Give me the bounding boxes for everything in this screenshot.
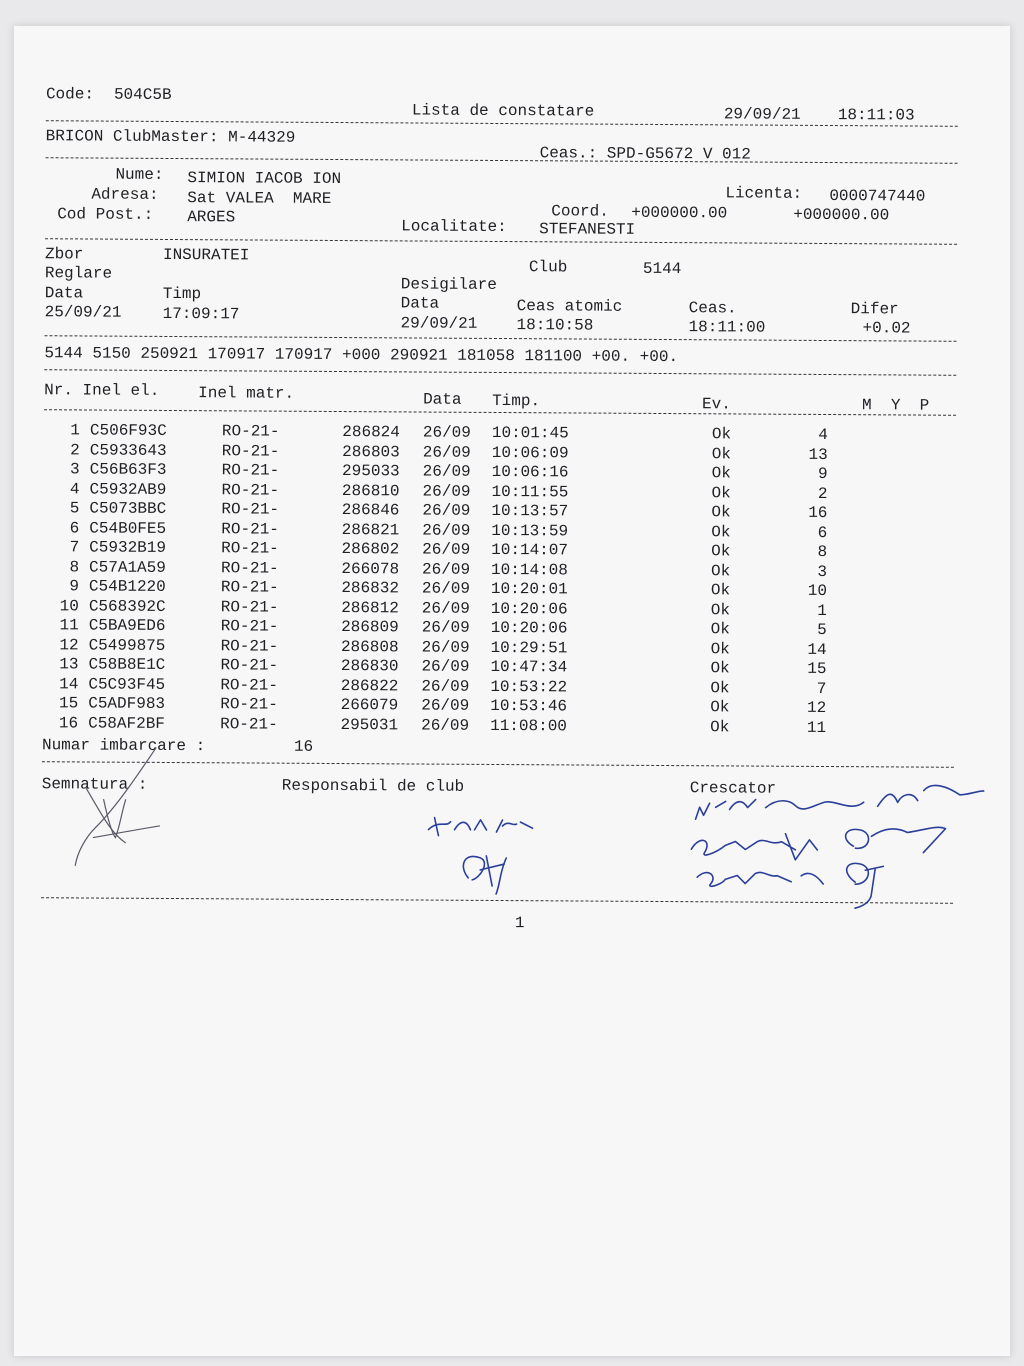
arrival-date: 26/09	[421, 618, 470, 637]
row-number: 11	[59, 616, 79, 635]
event-status: Ok	[710, 717, 730, 736]
arrival-time: 10:20:06	[490, 599, 568, 618]
zbor-label: Zbor	[44, 245, 84, 264]
ring-prefix: RO-21-	[221, 480, 280, 500]
event-status: Ok	[711, 503, 731, 522]
divider	[42, 761, 954, 768]
boarding-count: 16	[293, 737, 314, 756]
electronic-ring: C54B0FE5	[89, 518, 167, 538]
arrival-time: 10:01:45	[491, 423, 569, 443]
col-header-inel-matr: Inel matr.	[198, 384, 295, 403]
ring-number: 286812	[341, 598, 399, 617]
ring-prefix: RO-21-	[221, 461, 280, 480]
arrival-date: 26/09	[421, 599, 470, 618]
electronic-ring: C54B1220	[88, 577, 166, 596]
arrival-date: 26/09	[421, 696, 470, 715]
reglare-date: 25/09/21	[44, 303, 122, 322]
desig-date: 29/09/21	[400, 314, 478, 333]
arrival-time: 10:11:55	[491, 482, 569, 501]
event-status: Ok	[710, 600, 731, 619]
col-header-ev: Ev.	[702, 395, 731, 414]
electronic-ring: C5C93F45	[88, 674, 166, 694]
rank-value: 12	[806, 698, 827, 718]
row-number: 13	[59, 655, 79, 674]
ring-prefix: RO-21-	[221, 558, 279, 578]
row-number: 4	[69, 479, 80, 498]
ring-prefix: RO-21-	[221, 441, 280, 461]
club-responsible-label: Responsabil de club	[281, 776, 465, 796]
row-number: 14	[59, 674, 79, 693]
ring-number: 266078	[341, 559, 400, 578]
rank-value: 3	[817, 562, 828, 581]
postal-value: ARGES	[187, 208, 236, 227]
row-number: 12	[59, 635, 79, 654]
page-number: 1	[514, 914, 525, 933]
ring-number: 286803	[342, 442, 400, 461]
locality-value: STEFANESTI	[539, 220, 636, 239]
arrival-date: 26/09	[422, 540, 471, 559]
rank-value: 2	[817, 484, 828, 503]
electronic-ring: C5073BBC	[89, 499, 167, 518]
atomic-time: 18:10:58	[516, 316, 594, 335]
rank-value: 13	[808, 445, 828, 464]
arrival-time: 10:06:16	[491, 462, 569, 482]
electronic-ring: C58AF2BF	[88, 713, 165, 733]
electronic-ring: C57A1A59	[89, 557, 166, 577]
divider	[46, 157, 958, 164]
ring-number: 286846	[341, 501, 400, 520]
ceas-label: Ceas.	[688, 299, 737, 318]
arrival-date: 26/09	[422, 462, 471, 481]
rank-value: 8	[817, 542, 828, 562]
event-status: Ok	[711, 444, 732, 463]
rank-value: 4	[818, 425, 828, 445]
system-id: BRICON ClubMaster: M-44329	[45, 127, 296, 147]
rank-value: 16	[808, 503, 828, 523]
arrival-time: 10:13:57	[491, 501, 569, 521]
clock-time: 18:11:00	[688, 318, 766, 337]
arrival-time: 10:47:34	[490, 657, 568, 677]
arrival-date: 26/09	[421, 638, 470, 657]
ring-prefix: RO-21-	[220, 578, 279, 597]
arrival-time: 10:13:59	[491, 521, 569, 540]
ring-prefix: RO-21-	[221, 500, 280, 519]
ring-prefix: RO-21-	[221, 422, 280, 441]
ceas-atomic-label: Ceas atomic	[516, 297, 623, 316]
event-status: Ok	[711, 522, 731, 541]
ring-number: 286821	[341, 520, 400, 539]
event-status: Ok	[710, 659, 730, 678]
arrival-date: 26/09	[422, 423, 471, 442]
print-time: 18:11:03	[837, 106, 915, 125]
ring-prefix: RO-21-	[220, 714, 278, 734]
electronic-ring: C5ADF983	[88, 694, 166, 713]
report-title: Lista de constatare	[411, 101, 595, 121]
event-status: Ok	[711, 425, 732, 444]
ring-prefix: RO-21-	[220, 695, 278, 714]
electronic-ring: C5499875	[88, 635, 166, 655]
fancier-address: Sat VALEA MARE	[187, 189, 332, 208]
club-responsible-signature	[420, 808, 551, 899]
rank-value: 6	[817, 523, 828, 542]
desig-data-label: Data	[400, 294, 440, 313]
ring-prefix: RO-21-	[220, 675, 279, 695]
rank-value: 10	[807, 581, 828, 601]
boarding-label: Numar imbarcare :	[41, 736, 206, 756]
ring-number: 295033	[342, 462, 400, 481]
coord-lat: +000000.00	[631, 203, 728, 223]
ring-prefix: RO-21-	[221, 519, 279, 539]
electronic-ring: C5BA9ED6	[88, 616, 166, 635]
col-header-timp: Timp.	[492, 391, 541, 411]
ring-number: 286802	[341, 540, 400, 559]
rank-value: 9	[817, 464, 828, 484]
address-label: Adresa:	[91, 185, 159, 204]
breeder-label: Crescator	[689, 779, 777, 798]
row-number: 6	[69, 518, 80, 537]
arrival-time: 10:53:22	[490, 677, 568, 696]
ring-prefix: RO-21-	[220, 617, 279, 636]
ring-prefix: RO-21-	[220, 656, 279, 675]
row-number: 3	[70, 460, 80, 479]
divider	[45, 238, 957, 245]
code-line: 5144 5150 250921 170917 170917 +000 290921 181058 181100 +00. +00.	[44, 344, 679, 367]
arrival-date: 26/09	[422, 482, 471, 501]
ring-number: 286830	[340, 657, 399, 676]
difer-value: +0.02	[862, 319, 911, 338]
arrival-date: 26/09	[421, 677, 470, 696]
col-header-nr-inel-el: Nr. Inel el.	[44, 381, 160, 400]
row-number: 2	[70, 440, 80, 459]
arrival-date: 26/09	[422, 521, 471, 540]
ring-number: 286822	[340, 676, 399, 695]
event-status: Ok	[710, 581, 731, 600]
event-status: Ok	[711, 483, 731, 502]
license-value: 0000747440	[829, 187, 926, 206]
arrival-date: 26/09	[422, 501, 471, 520]
ring-number: 286832	[341, 579, 400, 598]
electronic-ring: C506F93C	[89, 421, 167, 440]
arrival-time: 10:14:08	[491, 560, 568, 579]
row-number: 16	[58, 713, 79, 732]
col-header-data: Data	[423, 390, 462, 409]
electronic-ring: C5932B19	[89, 538, 167, 557]
row-number: 10	[59, 596, 79, 615]
ring-number: 286809	[341, 618, 399, 637]
electronic-ring: C58B8E1C	[88, 655, 166, 674]
postal-label: Cod Post.:	[57, 205, 154, 224]
event-status: Ok	[711, 542, 731, 561]
pencil-signature	[55, 737, 176, 878]
electronic-ring: C56B63F3	[89, 460, 167, 479]
electronic-ring: C568392C	[88, 596, 166, 616]
arrival-time: 10:29:51	[490, 638, 568, 657]
ring-prefix: RO-21-	[221, 539, 279, 558]
electronic-ring: C5933643	[89, 441, 167, 460]
rank-value: 15	[807, 659, 827, 679]
rank-value: 14	[807, 640, 827, 659]
rank-value: 5	[817, 620, 827, 640]
rank-value: 11	[806, 718, 827, 737]
event-status: Ok	[710, 620, 730, 639]
club-label: Club	[528, 258, 568, 277]
ring-prefix: RO-21-	[220, 636, 279, 656]
arrival-date: 26/09	[421, 657, 470, 676]
code-label: Code:	[45, 85, 95, 104]
arrival-date: 26/09	[422, 560, 471, 579]
print-date: 29/09/21	[723, 105, 801, 124]
arrival-time: 11:08:00	[490, 716, 567, 735]
club-value: 5144	[642, 259, 682, 279]
event-status: Ok	[710, 678, 730, 697]
reglare-label: Reglare	[44, 264, 113, 283]
row-number: 15	[58, 694, 79, 713]
arrival-time: 10:20:06	[490, 618, 568, 638]
breeder-signatures	[685, 771, 986, 913]
desigilare-label: Desigilare	[400, 275, 497, 294]
arrival-date: 26/09	[422, 443, 471, 462]
code-value: 504C5B	[113, 85, 172, 104]
coord-lon: +000000.00	[793, 205, 890, 225]
divider	[44, 335, 956, 342]
electronic-ring: C5932AB9	[89, 480, 167, 499]
ring-number: 286808	[340, 637, 399, 656]
ring-number: 295031	[340, 715, 399, 734]
ring-number: 286824	[342, 423, 400, 442]
arrival-time: 10:53:46	[490, 696, 568, 716]
divider	[44, 369, 956, 376]
ring-number: 286810	[341, 481, 400, 500]
clock-id: Ceas.: SPD-G5672 V 012	[539, 144, 751, 164]
ring-prefix: RO-21-	[220, 597, 279, 617]
fancier-name: SIMION IACOB ION	[187, 169, 342, 189]
rank-value: 1	[817, 601, 827, 620]
reglare-timp-label: Timp	[162, 284, 202, 304]
row-number: 7	[69, 538, 80, 557]
rank-value: 7	[816, 679, 827, 698]
row-number: 5	[69, 499, 80, 518]
license-label: Licenta:	[725, 184, 803, 203]
arrival-date: 26/09	[421, 716, 470, 735]
divider	[46, 120, 958, 127]
arrival-date: 26/09	[421, 579, 471, 598]
coord-label: Coord.	[551, 202, 609, 221]
signature-label: Semnatura :	[41, 775, 148, 794]
col-header-myp: M Y P	[862, 396, 930, 415]
name-label: Nume:	[115, 165, 164, 184]
arrival-time: 10:06:09	[491, 443, 569, 462]
arrival-time: 10:14:07	[491, 540, 569, 560]
event-status: Ok	[711, 464, 731, 483]
arrival-time: 10:20:01	[490, 579, 568, 599]
difer-label: Difer	[850, 300, 899, 319]
locality-label: Localitate:	[401, 217, 507, 237]
event-status: Ok	[711, 561, 731, 580]
reglare-time: 17:09:17	[162, 304, 240, 324]
row-number: 1	[70, 421, 80, 440]
row-number: 8	[69, 557, 80, 576]
event-status: Ok	[710, 639, 730, 658]
zbor-value: INSURATEI	[162, 245, 250, 265]
reglare-data-label: Data	[44, 284, 84, 303]
row-number: 9	[69, 577, 80, 596]
ring-number: 266079	[340, 696, 399, 715]
event-status: Ok	[710, 698, 730, 717]
